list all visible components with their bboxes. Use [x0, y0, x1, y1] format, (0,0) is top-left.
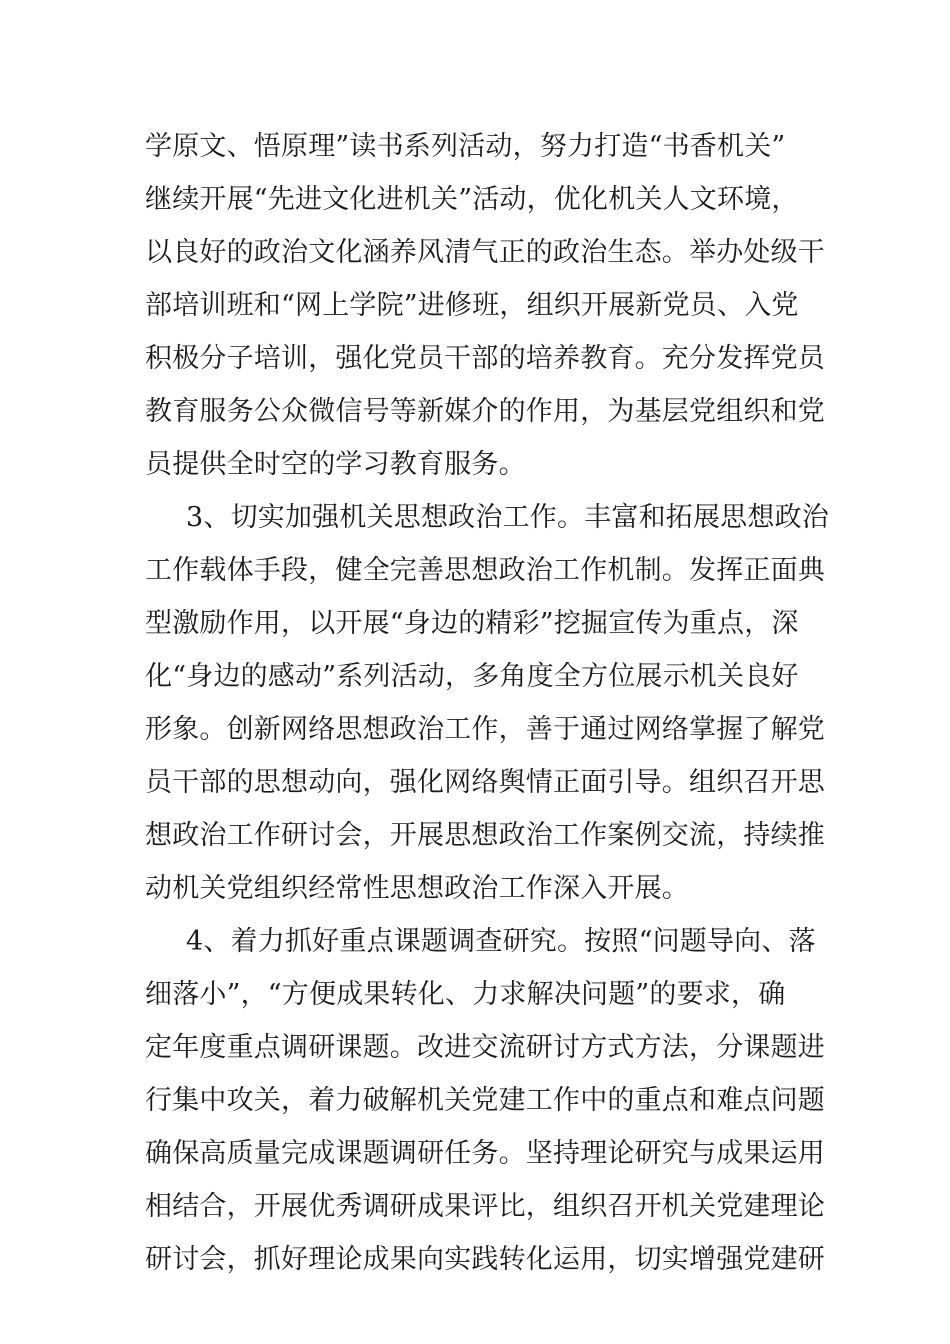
section-heading-3: 3、切实加强机关思想政治工作。丰富和拓展思想政治: [186, 502, 829, 533]
text-line: 工作载体手段，健全完善思想政治工作机制。发挥正面典: [145, 555, 825, 586]
text-line: 继续开展“先进文化进机关”活动，优化机关人文环境，: [145, 184, 799, 215]
text-line: 员干部的思想动向，强化网络舆情正面引导。组织召开思: [145, 767, 825, 798]
text-line: 部培训班和“网上学院”进修班，组织开展新党员、入党: [145, 290, 799, 321]
text-line: 研讨会，抓好理论成果向实践转化运用，切实增强党建研: [145, 1244, 825, 1275]
text-line: 确保高质量完成课题调研任务。坚持理论研究与成果运用: [145, 1138, 825, 1169]
text-line: 形象。创新网络思想政治工作，善于通过网络掌握了解党: [145, 714, 825, 745]
text-line: 型激励作用，以开展“身边的精彩”挖掘宣传为重点，深: [145, 608, 799, 639]
text-line: 积极分子培训，强化党员干部的培养教育。充分发挥党员: [145, 343, 825, 374]
text-line: 学原文、悟原理”读书系列活动，努力打造“书香机关”: [145, 131, 786, 162]
text-line: 化“身边的感动”系列活动，多角度全方位展示机关良好: [145, 661, 799, 692]
text-line: 以良好的政治文化涵养风清气正的政治生态。举办处级干: [145, 237, 825, 268]
section-heading-4: 4、着力抓好重点课题调查研究。按照“问题导向、落: [186, 926, 816, 957]
text-line: 行集中攻关，着力破解机关党建工作中的重点和难点问题: [145, 1085, 825, 1116]
text-line: 员提供全时空的学习教育服务。: [145, 449, 526, 480]
text-line: 细落小”，“方便成果转化、力求解决问题”的要求，确: [145, 979, 786, 1010]
text-line: 相结合，开展优秀调研成果评比，组织召开机关党建理论: [145, 1191, 825, 1222]
text-line: 想政治工作研讨会，开展思想政治工作案例交流，持续推: [145, 820, 825, 851]
text-line: 定年度重点调研课题。改进交流研讨方式方法，分课题进: [145, 1032, 825, 1063]
text-line: 动机关党组织经常性思想政治工作深入开展。: [145, 873, 689, 904]
text-line: 教育服务公众微信号等新媒介的作用，为基层党组织和党: [145, 396, 825, 427]
